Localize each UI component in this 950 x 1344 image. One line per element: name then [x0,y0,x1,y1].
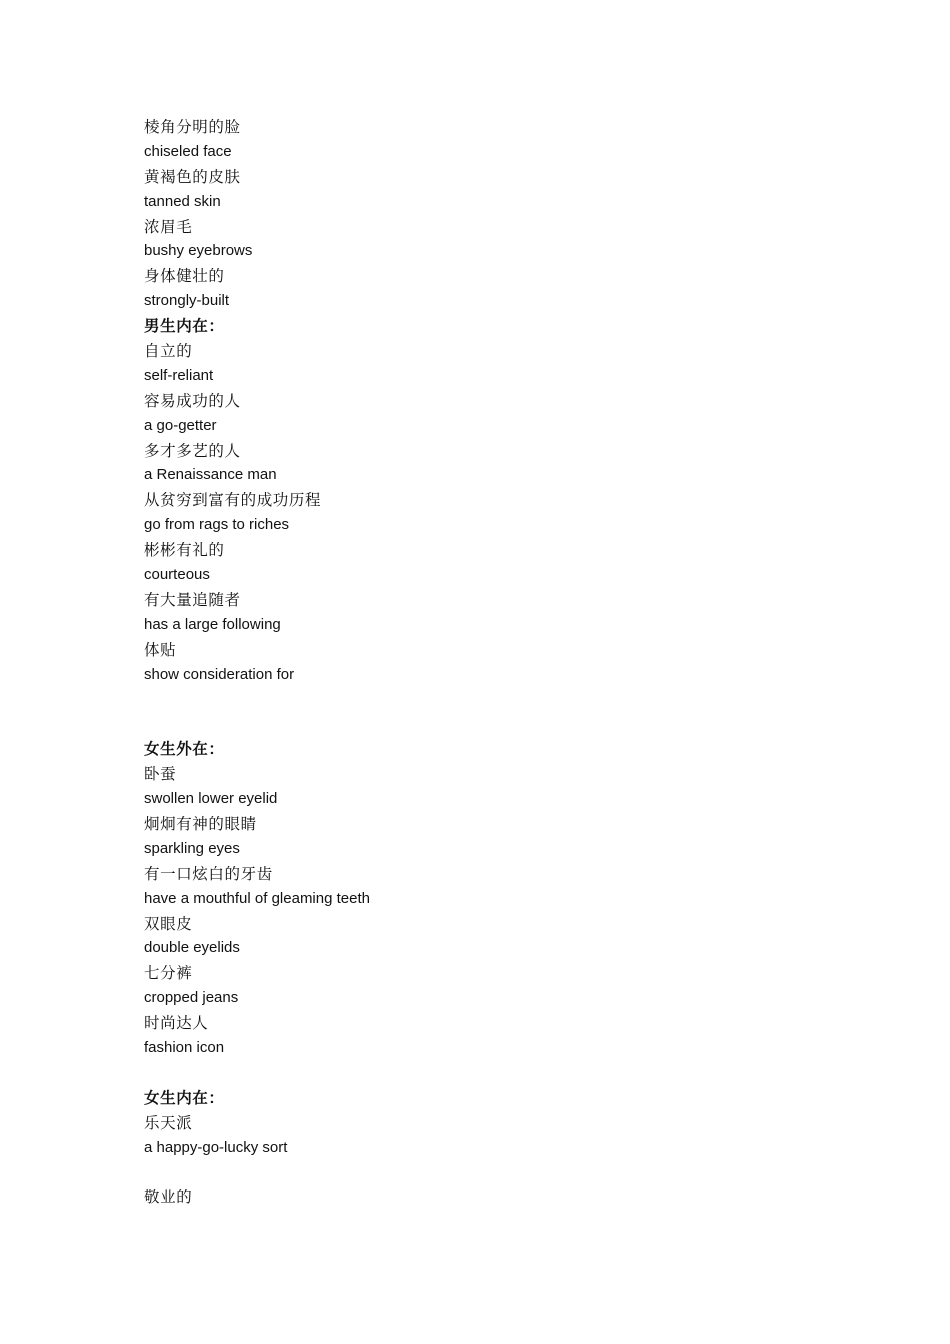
term-en: double eyelids [144,939,240,957]
term-zh: 彬彬有礼的 [144,541,225,560]
term-zh: 浓眉毛 [144,217,193,236]
term-en: chiseled face [144,142,232,160]
term-zh: 有一口炫白的牙齿 [144,864,273,883]
term-en: strongly-built [144,292,230,310]
blank-line [144,712,844,737]
term-en: bushy eyebrows [144,242,253,260]
term-en: a go-getter [144,416,217,434]
term-en: have a mouthful of gleaming teeth [144,889,370,907]
term-zh: 容易成功的人 [144,391,241,410]
term-en: swollen lower eyelid [144,790,278,808]
term-zh: 体贴 [144,640,177,659]
section-heading-female-inner: 女生内在： [144,1088,225,1107]
term-en: go from rags to riches [144,516,290,534]
term-zh: 黄褐色的皮肤 [144,167,241,186]
term-zh: 双眼皮 [144,914,193,933]
term-en: show consideration for [144,665,295,683]
section-heading-female-outer: 女生外在： [144,740,225,759]
term-en: cropped jeans [144,989,239,1007]
term-en: sparkling eyes [144,839,240,857]
term-zh: 棱角分明的脸 [144,118,241,136]
term-zh: 有大量追随者 [144,590,241,609]
term-zh: 从贫穷到富有的成功历程 [144,491,322,510]
blank-line [144,1160,844,1185]
term-en: fashion icon [144,1038,225,1056]
term-en: has a large following [144,615,281,633]
term-zh: 多才多艺的人 [144,441,241,460]
term-en: a happy-go-lucky sort [144,1138,288,1156]
term-zh: 时尚达人 [144,1014,209,1033]
term-zh: 乐天派 [144,1113,193,1132]
term-en: tanned skin [144,192,221,210]
blank-line [144,687,844,712]
section-heading-male-inner: 男生内在： [144,317,225,336]
term-zh: 炯炯有神的眼睛 [144,814,257,833]
term-zh: 自立的 [144,342,193,361]
term-zh: 身体健壮的 [144,267,225,286]
term-zh: 卧蚕 [144,765,177,784]
term-en: courteous [144,566,210,584]
term-zh: 敬业的 [144,1188,193,1207]
vocabulary-list [144,115,844,1210]
term-zh: 七分裤 [144,964,193,983]
blank-line [144,1061,844,1086]
term-en: a Renaissance man [144,466,277,484]
term-en: self-reliant [144,366,214,384]
